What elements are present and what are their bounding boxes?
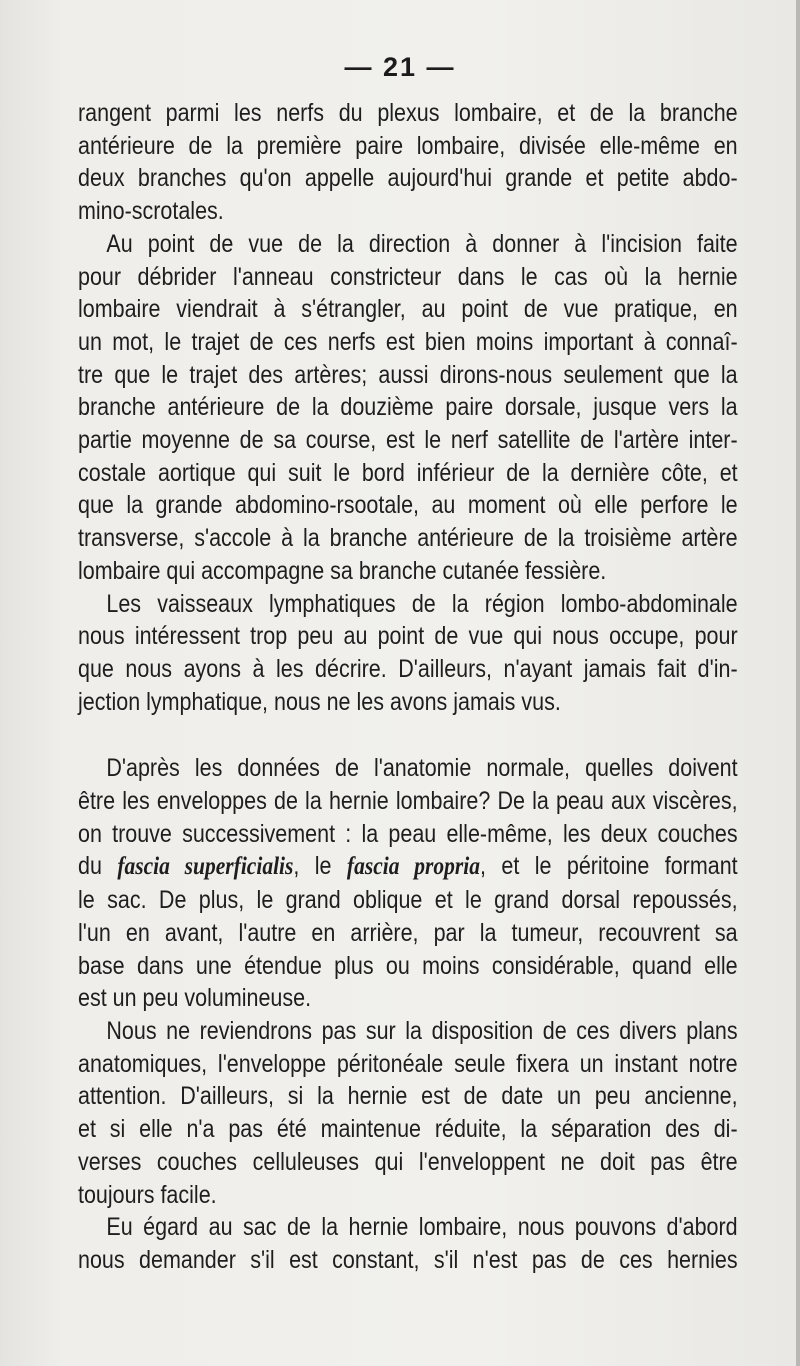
text-line: Les vaisseaux lymphatiques de la région lombo-abdominale [106,589,738,618]
text-line: costale aortique qui suit le bord inférieur de la dernière côte, et [78,458,738,487]
text-line: on trouve successivement : la peau elle-même, les deux couches [78,819,738,848]
text-line: verses couches celluleuses qui l'enveloppent ne doit pas être [78,1147,738,1176]
text-line: jection lymphatique, nous ne les avons jamais vus. [78,687,561,716]
italic-term: fascia superficialis [117,853,294,881]
text-line: base dans une étendue plus ou moins considérable, quand elle [78,951,738,980]
text-line: que la grande abdomino-rsootale, au moment où elle perfore le [78,491,738,520]
text-line: D'après les données de l'anatomie normale, quelles doivent [106,754,738,783]
text-line: toujours facile. [78,1180,217,1209]
text-line: Eu égard au sac de la hernie lombaire, nous pouvons d'abord [106,1213,738,1242]
italic-term: fascia propria [346,853,480,881]
text-line: le sac. De plus, le grand oblique et le grand dorsal repoussés, [78,886,738,915]
page-number: — 21 — [344,52,456,82]
text-line: que nous ayons à les décrire. D'ailleurs, n'ayant jamais fait d'in- [78,654,738,683]
text-line: transverse, s'accole à la branche antérieure de la troisième artère [78,524,738,553]
text-line: branche antérieure de la douzième paire dorsale, jusque vers la [78,393,738,422]
text-line: deux branches qu'on appelle aujourd'hui grande et petite abdo- [78,164,738,193]
text-line: nous intéressent trop peu au point de vue qui nous occupe, pour [78,622,738,651]
text-line: anatomiques, l'enveloppe péritonéale seule fixera un instant notre [78,1049,738,1078]
text-line: mino-scrotales. [78,197,224,226]
text-line: Nous ne reviendrons pas sur la disposition de ces divers plans [106,1016,738,1045]
text-line: partie moyenne de sa course, est le nerf satellite de l'artère inter- [78,426,738,455]
text-line: est un peu volumineuse. [78,984,312,1013]
text-line: être les enveloppes de la hernie lombaire? De la peau aux viscères, [78,787,738,816]
text-line: l'un en avant, l'autre en arrière, par la tumeur, recouvrent sa [78,918,738,947]
body-text [78,97,738,1277]
text-line: attention. D'ailleurs, si la hernie est de date un peu ancienne, [78,1082,738,1111]
text-line: tre que le trajet des artères; aussi dirons-nous seulement que la [78,360,738,389]
text-line: un mot, le trajet de ces nerfs est bien moins important à connaî- [78,327,738,356]
text-line: et si elle n'a pas été maintenue réduite, la séparation des di- [78,1115,738,1144]
text-line: lombaire viendrait à s'étrangler, au point de vue pratique, en [78,295,738,324]
section-gap [78,718,738,752]
text-line: pour débrider l'anneau constricteur dans le cas où la hernie [78,262,738,291]
text-line: lombaire qui accompagne sa branche cutanée fessière. [78,556,607,585]
text-line: nous demander s'il est constant, s'il n'est pas de ces hernies [78,1245,738,1274]
text-line: antérieure de la première paire lombaire, divisée elle-même en [78,131,738,160]
text-line: rangent parmi les nerfs du plexus lombaire, et de la branche [78,99,738,127]
text-line: Au point de vue de la direction à donner à l'incision faite [106,229,738,258]
text-line: du fascia superficialis, le fascia propria, et le péritoine formant [78,852,738,881]
